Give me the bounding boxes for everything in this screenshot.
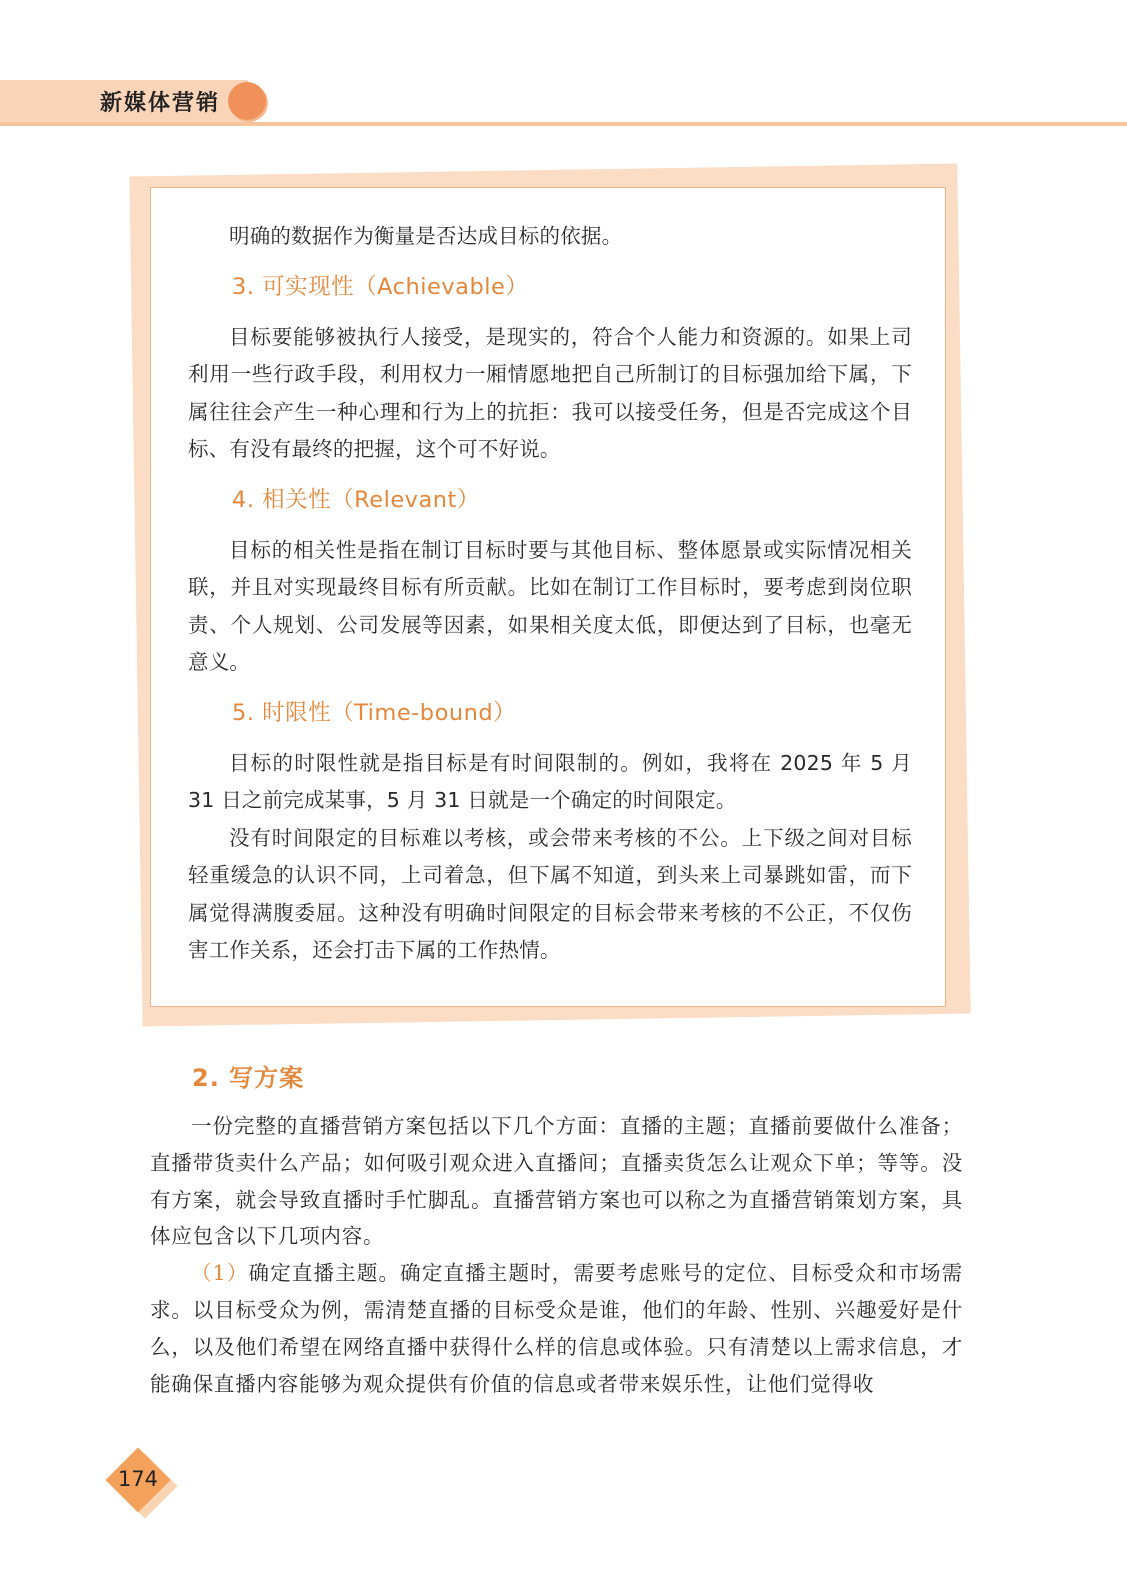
section-heading: 2. 写方案 xyxy=(192,1064,305,1092)
section-paragraph-2 xyxy=(150,1255,963,1402)
box-paragraph-relevant: 目标的相关性是指在制订目标时要与其他目标、整体愿景或实际情况相关联，并且对实现最终目标有所贡献。比如在制订工作目标时，要考虑到岗位职责、个人规划、公司发展等因素，如果相关度太低，即便达到了目标，也毫无意义。 xyxy=(188,537,912,674)
section-paragraph-2-text: 确定直播主题。确定直播主题时，需要考虑账号的定位、目标受众和市场需求。以目标受众为例，需清楚直播的目标受众是谁，他们的年龄、性别、兴趣爱好是什么，以及他们希望在网络直播中获得什么样的信息或体验。只有清楚以上需求信息，才能确保直播内容能够为观众提供有价值的信息或者带来娱乐性，让他们觉得收 xyxy=(150,1261,963,1396)
section-paragraph-1: 一份完整的直播营销方案包括以下几个方面：直播的主题；直播前要做什么准备；直播带货卖什么产品；如何吸引观众进入直播间；直播卖货怎么让观众下单；等等。没有方案，就会导致直播时手忙脚乱。直播营销方案也可以称之为直播营销策划方案，具体应包含以下几项内容。 xyxy=(150,1114,963,1249)
box-paragraph-achievable: 目标要能够被执行人接受，是现实的，符合个人能力和资源的。如果上司利用一些行政手段，利用权力一厢情愿地把自己所制订的目标强加给下属，下属往往会产生一种心理和行为上的抗拒：我可以接受任务，但是否完成这个目标、有没有最终的把握，这个可不好说。 xyxy=(188,324,912,461)
box-content xyxy=(188,218,912,970)
box-heading-relevant: 4. 相关性（Relevant） xyxy=(232,486,480,513)
header-rule xyxy=(0,122,1127,126)
box-paragraph-time-bound-1: 目标的时限性就是指目标是有时间限制的。例如，我将在 2025 年 5 月 31 日之前完成某事，5 月 31 日就是一个确定的时间限定。 xyxy=(188,750,912,812)
running-header-title: 新媒体营销 xyxy=(100,91,221,116)
box-heading-achievable: 3. 可实现性（Achievable） xyxy=(232,273,529,300)
page-number: 174 xyxy=(117,1467,159,1491)
box-paragraph-intro: 明确的数据作为衡量是否达成目标的依据。 xyxy=(229,224,623,248)
box-heading-time-bound: 5. 时限性（Time-bound） xyxy=(232,699,517,726)
smart-goals-box xyxy=(150,187,946,1007)
list-number: （1） xyxy=(191,1261,249,1286)
box-paragraph-time-bound-2: 没有时间限定的目标难以考核，或会带来考核的不公。上下级之间对目标轻重缓急的认识不同，上司着急，但下属不知道，到头来上司暴跳如雷，而下属觉得满腹委屈。这种没有明确时间限定的目标会带来考核的不公正，不仅伤害工作关系，还会打击下属的工作热情。 xyxy=(188,825,912,962)
section-body xyxy=(150,1108,963,1402)
header-circle-ornament xyxy=(228,82,266,120)
